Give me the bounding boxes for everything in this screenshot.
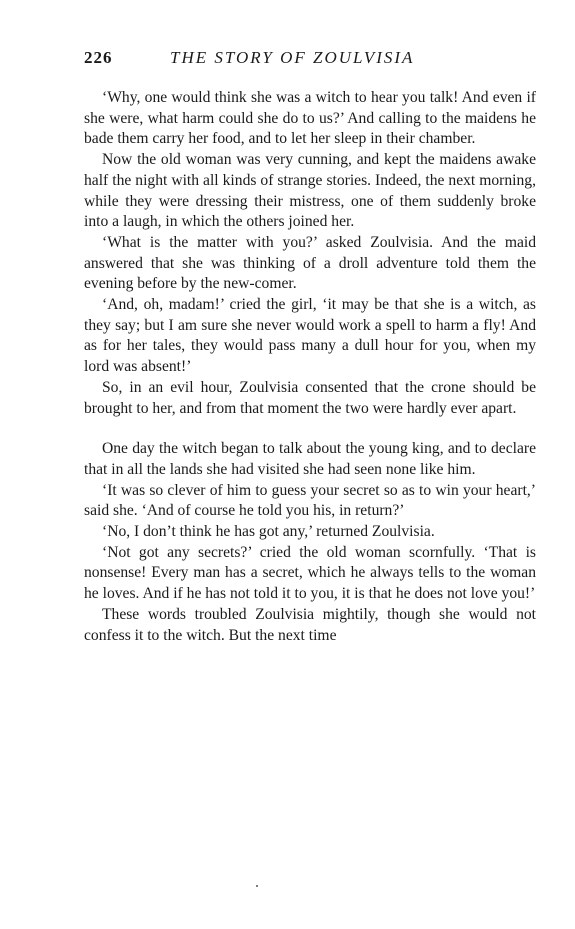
paragraph: So, in an evil hour, Zoulvisia consented that the crone should be brought to her, and from that moment the two were hardly ever apart. [84,378,536,417]
paragraph: ‘Not got any secrets?’ cried the old woman scornfully. ‘That is nonsense! Every man has a secret, which he always tells to the woman he loves. And if he has not told it to you, it is that he does not love you!’ [84,543,536,603]
paragraph: ‘Why, one would think she was a witch to hear you talk! And even if she were, what harm could she do to us?’ And calling to the maidens he bade them carry her food, and to let her sleep in their chamber. [84,89,536,148]
paragraph: These words troubled Zoulvisia mightily, though she would not confess it to the witch. But the next time [84,605,536,644]
paragraph: ‘It was so clever of him to guess your secret so as to win your heart,’ said she. ‘And of course he told you his, in return?’ [84,481,536,520]
paragraph: ‘What is the matter with you?’ asked Zoulvisia. And the maid answered that she was thinking of a droll adventure told them the evening before by the new-comer. [84,233,536,293]
page-header [84,48,544,70]
paragraph: Now the old woman was very cunning, and kept the maidens awake half the night with all kinds of strange stories. Indeed, the next morning, while they were dressing their mistress, one of them suddenly broke into a laugh, in which the others joined her. [84,151,536,231]
paragraph: ‘And, oh, madam!’ cried the girl, ‘it may be that she is a witch, as they say; but I am sure she never would work a spell to harm a fly! And as for her tales, they would pass many a dull hour for you, when my lord was absent!’ [84,296,536,376]
body-text [84,88,536,646]
paragraph: One day the witch began to talk about the young king, and to declare that in all the lands she had visited she had seen none like him. [84,440,536,478]
page-speck [256,885,258,887]
paragraph: ‘No, I don’t think he has got any,’ returned Zoulvisia. [102,523,435,541]
running-title: THE STORY OF ZOULVISIA [170,48,415,67]
page-number: 226 [84,48,113,67]
